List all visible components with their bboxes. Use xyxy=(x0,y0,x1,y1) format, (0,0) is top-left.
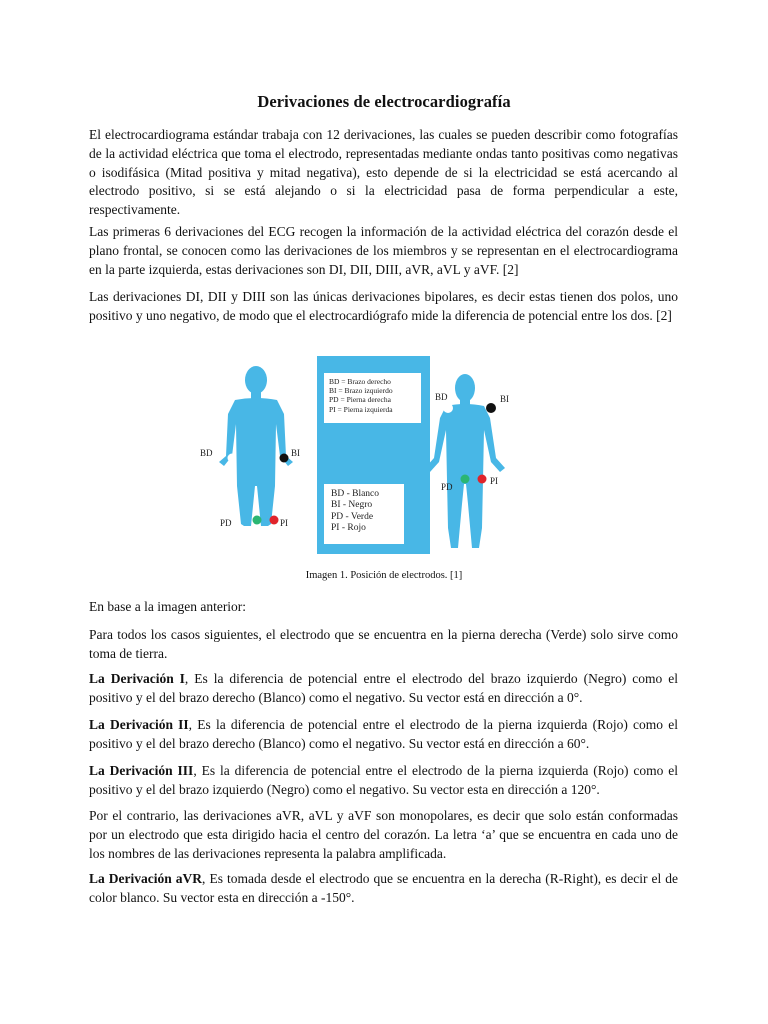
paragraph-lead-i xyxy=(89,670,678,708)
left-pd-label: PD xyxy=(220,518,232,528)
right-pd-label: PD xyxy=(441,482,453,492)
paragraph-limb-leads: Las primeras 6 derivaciones del ECG recogen la información de la actividad eléctrica del corazón desde el plano frontal, se conocen como las derivaciones de los miembros y se representan en el electrocardiograma en la parte izquierda, estas derivaciones son DI, DII, DIII, aVR, aVL y aVF. [2] xyxy=(89,224,678,277)
left-bi-electrode-dot xyxy=(280,454,289,463)
abbreviation-legend xyxy=(324,373,421,423)
color-line: BD - Blanco xyxy=(331,489,380,499)
left-pi-electrode-dot xyxy=(270,516,279,525)
right-pi-label: PI xyxy=(490,476,499,486)
figure-caption: Imagen 1. Posición de electrodos. [1] xyxy=(305,570,463,581)
color-line: PI - Rojo xyxy=(331,523,366,534)
lead-avr-heading: La Derivación aVR xyxy=(89,871,203,886)
lead-ii-text: , Es la diferencia de potencial entre el electrodo de la pierna izquierda (Rojo) como el positivo y el del brazo derecho (Blanco) como el negativo. Su vector está en dirección a 60°. xyxy=(89,717,678,751)
left-body-silhouette xyxy=(219,366,293,526)
lead-ii-heading: La Derivación II xyxy=(89,717,189,732)
lead-i-text: , Es la diferencia de potencial entre el electrodo del brazo izquierdo (Negro) como el positivo y el del brazo derecho (Blanco) como el negativo. Su vector está en dirección a 0°. xyxy=(89,671,678,705)
color-legend xyxy=(324,484,404,544)
legend-line: BD = Brazo derecho xyxy=(329,377,391,386)
left-bi-label: BI xyxy=(291,448,300,458)
lead-i-heading: La Derivación I xyxy=(89,671,185,686)
color-line: PD - Verde xyxy=(331,511,374,522)
legend-line: BI = Brazo izquierdo xyxy=(329,386,393,396)
right-bi-electrode-dot xyxy=(486,403,496,413)
right-bi-label: BI xyxy=(500,394,509,404)
page-title: Derivaciones de electrocardiografía xyxy=(257,92,511,111)
legend-line: PI = Pierna izquierda xyxy=(329,404,393,414)
lead-iii-heading: La Derivación III xyxy=(89,763,194,778)
paragraph-intro: El electrocardiograma estándar trabaja con 12 derivaciones, las cuales se pueden describir como fotografías de la actividad eléctrica que toma el electrodo, representadas mediante ondas tanto positivas como negativas o isodifásica (Mitad positiva y mitad negativa), esto depende de si la electricidad se está acercando al electrodo positivo, si se está alejando o si la electricidad pasa de forma perpendicular a este, respectivamente. xyxy=(89,127,678,218)
lead-avr-text: , Es tomada desde el electrodo que se encuentra en la derecha (R-Right), es decir el de color blanco. Su vector esta en dirección a -150°. xyxy=(89,871,678,905)
right-bd-label: BD xyxy=(435,392,448,402)
right-pd-electrode-dot xyxy=(461,475,470,484)
left-pi-label: PI xyxy=(280,518,289,528)
paragraph-monopolar: Por el contrario, las derivaciones aVR, aVL y aVF son monopolares, es decir que solo están conformadas por un electrodo que esta dirigido hacia el centro del corazón. La letra ‘a’ que se encuentra en cada uno de los nombres de las derivaciones representa la palabra amplificada. xyxy=(89,808,678,861)
paragraph-lead-ii xyxy=(89,716,678,754)
right-pi-electrode-dot xyxy=(478,475,487,484)
left-bd-label: BD xyxy=(200,448,213,458)
electrode-figure xyxy=(200,354,580,560)
color-line: BI - Negro xyxy=(331,500,373,511)
paragraph-ground-electrode: Para todos los casos siguientes, el electrodo que se encuentra en la pierna derecha (Verde) solo sirve como toma de tierra. xyxy=(89,627,678,661)
paragraph-bipolar: Las derivaciones DI, DII y DIII son las únicas derivaciones bipolares, es decir estas tienen dos polos, uno positivo y uno negativo, de modo que el electrocardiógrafo mide la diferencia de potencial entre los dos. [2] xyxy=(89,289,678,323)
left-bd-electrode-dot xyxy=(228,454,237,463)
paragraph-based-on-image: En base a la imagen anterior: xyxy=(89,599,247,614)
legend-line: PD = Pierna derecha xyxy=(329,395,391,405)
paragraph-lead-avr xyxy=(89,870,678,908)
lead-iii-text: , Es la diferencia de potencial entre el electrodo de la pierna izquierda (Rojo) como el positivo y el del brazo izquierdo (Negro) como el negativo. Su vector esta en dirección a 120°. xyxy=(89,763,679,797)
paragraph-lead-iii xyxy=(89,762,678,800)
right-bd-electrode-dot xyxy=(443,403,453,413)
left-pd-electrode-dot xyxy=(253,516,262,525)
